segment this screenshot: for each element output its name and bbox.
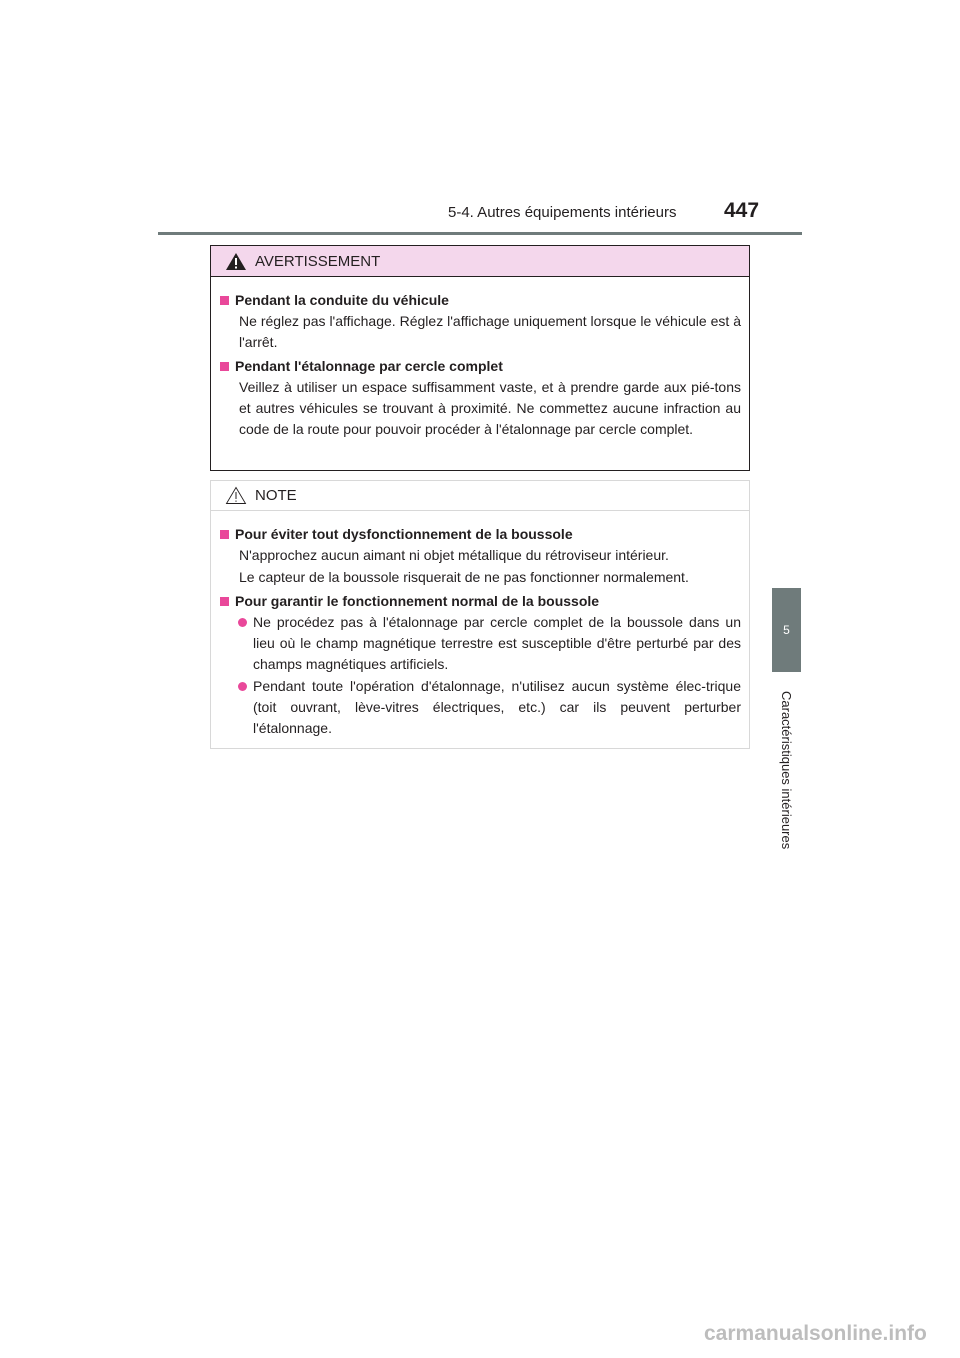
watermark: carmanualsonline.info (704, 1322, 927, 1345)
section-heading-text: Pendant la conduite du véhicule (235, 292, 449, 308)
section-heading-text: Pour garantir le fonctionnement normal de la boussole (235, 593, 600, 609)
page-number: 447 (724, 199, 760, 222)
square-bullet-icon (220, 362, 229, 371)
bullet-item (238, 676, 741, 739)
section-heading (220, 290, 741, 310)
note-title: NOTE (255, 487, 297, 504)
square-bullet-icon (220, 296, 229, 305)
warning-triangle-icon (225, 252, 247, 271)
caution-triangle-icon (225, 486, 247, 505)
note-section (220, 591, 741, 739)
note-body (211, 511, 749, 739)
square-bullet-icon (220, 597, 229, 606)
note-section (220, 524, 741, 588)
warning-section (220, 290, 741, 353)
chapter-label-text: Caractéristiques intérieures (779, 691, 794, 850)
round-bullet-icon (238, 682, 247, 691)
square-bullet-icon (220, 530, 229, 539)
paragraph: Ne réglez pas l'affichage. Réglez l'affichage uniquement lorsque le véhicule est à l'arrêt. (239, 313, 741, 350)
section-heading (220, 524, 741, 544)
warning-section (220, 356, 741, 440)
header-rule (158, 232, 802, 235)
chapter-tab (772, 588, 801, 672)
chapter-number: 5 (783, 623, 790, 637)
paragraph: Le capteur de la boussole risquerait de ne pas fonctionner normalement. (239, 569, 689, 585)
section-header-title: 5-4. Autres équipements intérieurs (448, 204, 677, 221)
section-heading (220, 591, 741, 611)
warning-box (210, 245, 750, 471)
section-heading (220, 356, 741, 376)
note-box (210, 480, 750, 749)
bullet-item (238, 612, 741, 675)
chapter-label (772, 678, 801, 863)
warning-title: AVERTISSEMENT (255, 252, 381, 270)
bullet-text: Pendant toute l'opération d'étalonnage, n'utilisez aucun système élec-trique (toit ouvrant, lève-vitres électriques, etc.) car ils peuvent perturber l'étalonnage. (253, 678, 741, 736)
paragraph: Veillez à utiliser un espace suffisamment vaste, et à prendre garde aux pié-tons et autres véhicules se trouvant à proximité. Ne commettez aucune infraction au code de la route pour pouvoir procéder à l'étalonnage par cercle complet. (239, 379, 741, 437)
round-bullet-icon (238, 618, 247, 627)
paragraph: N'approchez aucun aimant ni objet métallique du rétroviseur intérieur. (239, 547, 669, 563)
note-header (211, 481, 749, 511)
section-heading-text: Pendant l'étalonnage par cercle complet (235, 358, 503, 374)
section-heading-text: Pour éviter tout dysfonctionnement de la boussole (235, 526, 573, 542)
warning-header (211, 246, 749, 277)
bullet-text: Ne procédez pas à l'étalonnage par cercle complet de la boussole dans un lieu où le champ magnétique terrestre est susceptible d'être perturbé par des champs magnétiques artificiels. (253, 614, 741, 672)
warning-body (211, 277, 749, 440)
